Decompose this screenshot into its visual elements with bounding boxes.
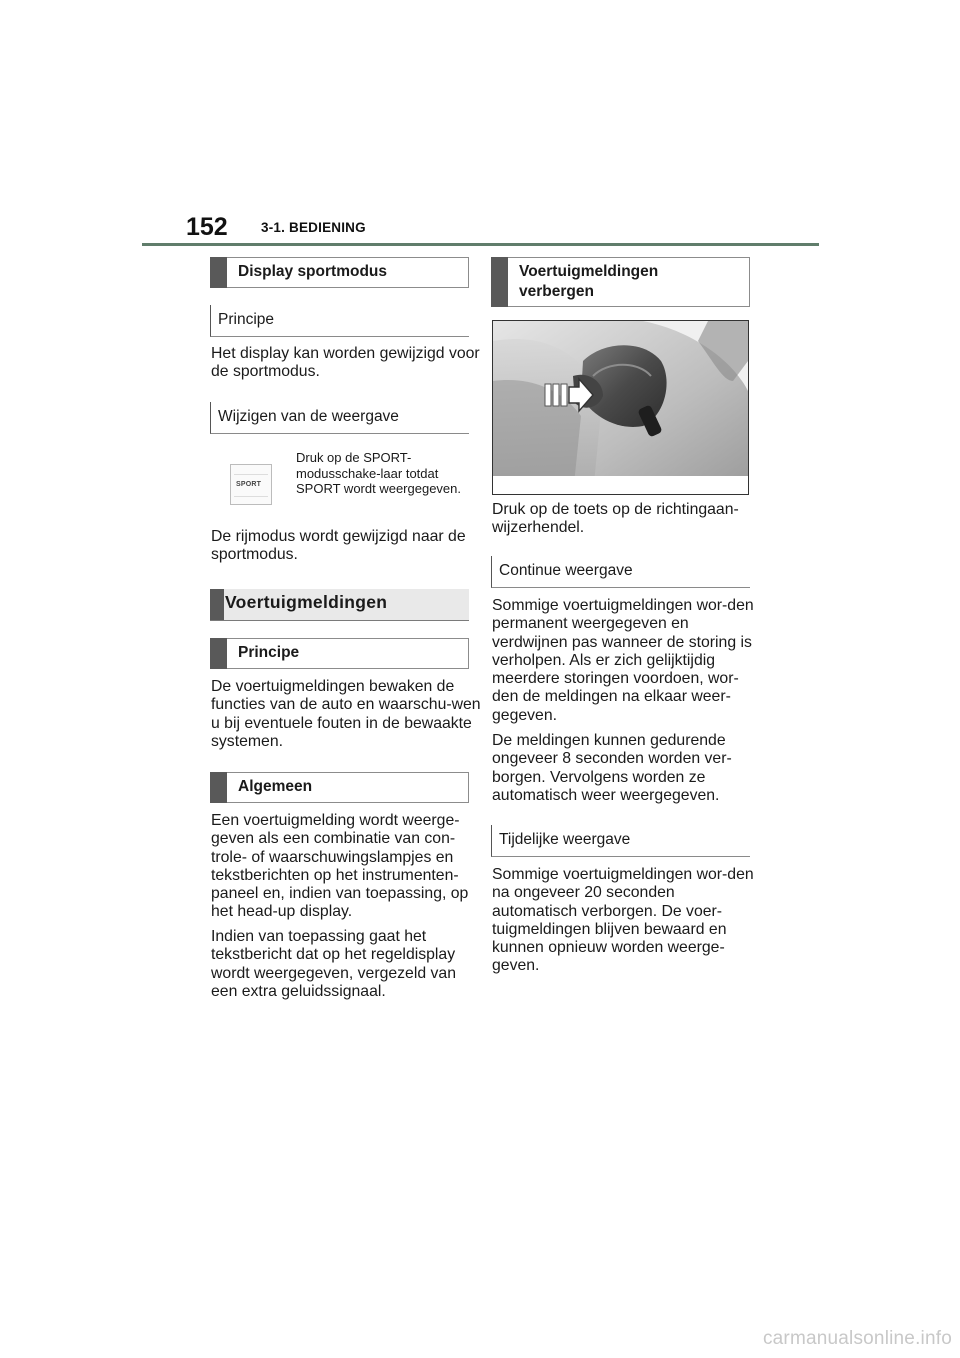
page-number: 152 [186, 213, 228, 241]
watermark: carmanualsonline.info [762, 1328, 952, 1349]
subheading-text: Tijdelijke weergave [499, 831, 631, 848]
subheading-principe [210, 305, 469, 337]
heading-text: Voertuigmeldingen [225, 592, 388, 612]
heading-tab [210, 589, 224, 620]
subheading-text: Wijzigen van de weergave [218, 408, 399, 425]
header-divider [142, 243, 819, 246]
paragraph-continue-2: De meldingen kunnen gedurende ongeveer 8 seconden worden ver-borgen. Vervolgens worden ze automatisch weer weergegeven. [492, 732, 732, 804]
section-title: 3-1. BEDIENING [261, 220, 366, 235]
sport-label: SPORT [236, 481, 262, 488]
subheading-text: Principe [218, 311, 274, 328]
paragraph-continue-1: Sommige voertuigmeldingen wor-den permanent weergegeven en verdwijnen pas wanneer de storing is verholpen. Als er zich gelijktijdig meerdere storingen voordoen, wor-den de meldingen na elkaar weer-gegeven. [492, 597, 754, 724]
heading-text: Voertuigmeldingen verbergen [519, 263, 659, 300]
heading-tab [210, 257, 227, 288]
heading-tab [210, 638, 227, 669]
subheading-tijdelijke-weergave [491, 825, 750, 857]
paragraph-principe: Het display kan worden gewijzigd voor de sportmodus. [211, 345, 480, 381]
thumb-line [234, 474, 268, 475]
heading-algemeen [210, 772, 469, 803]
heading-tab [491, 257, 508, 307]
heading-voertuigmeldingen [210, 589, 469, 621]
turn-signal-lever-photo [492, 320, 749, 495]
paragraph-vm-principe: De voertuigmeldingen bewaken de functies van de auto en waarschu-wen u bij eventuele fouten in de bewaakte systemen. [211, 678, 481, 750]
heading-voertuigmeldingen-verbergen [491, 257, 750, 307]
press-sport-instruction: Druk op de SPORT-modusschake-laar totdat SPORT wordt weergegeven. [296, 450, 461, 496]
paragraph-algemeen-1: Een voertuigmelding wordt weerge-geven als een combinatie van con-trole- of waarschuwingslampjes en tekstberichten op het instrumenten-paneel en, indien van toepassing, op het head-up display. [211, 812, 469, 921]
heading-text: Principe [238, 644, 300, 661]
paragraph-tijdelijk: Sommige voertuigmeldingen wor-den na ongeveer 20 seconden automatisch verborgen. De voer-tuigmeldingen blijven bewaard en kunnen opnieuw worden weerge-geven. [492, 866, 754, 975]
heading-text: Display sportmodus [238, 263, 387, 280]
heading-tab [210, 772, 227, 803]
subheading-continue-weergave [491, 556, 750, 588]
subheading-text: Continue weergave [499, 562, 633, 579]
paragraph-algemeen-2: Indien van toepassing gaat het tekstbericht dat op het regeldisplay wordt weergegeven, vergezeld van een extra geluidssignaal. [211, 928, 456, 1000]
photo-caption: Druk op de toets op de richtingaan-wijzerhendel. [492, 501, 739, 537]
paragraph-result: De rijmodus wordt gewijzigd naar de sportmodus. [211, 528, 466, 564]
subheading-wijzigen [210, 402, 469, 434]
thumb-line [234, 496, 268, 497]
heading-text: Algemeen [238, 778, 313, 795]
heading-display-sportmodus [210, 257, 469, 288]
lever-illustration [493, 321, 748, 494]
sport-button-image [230, 464, 272, 505]
heading-principe [210, 638, 469, 669]
